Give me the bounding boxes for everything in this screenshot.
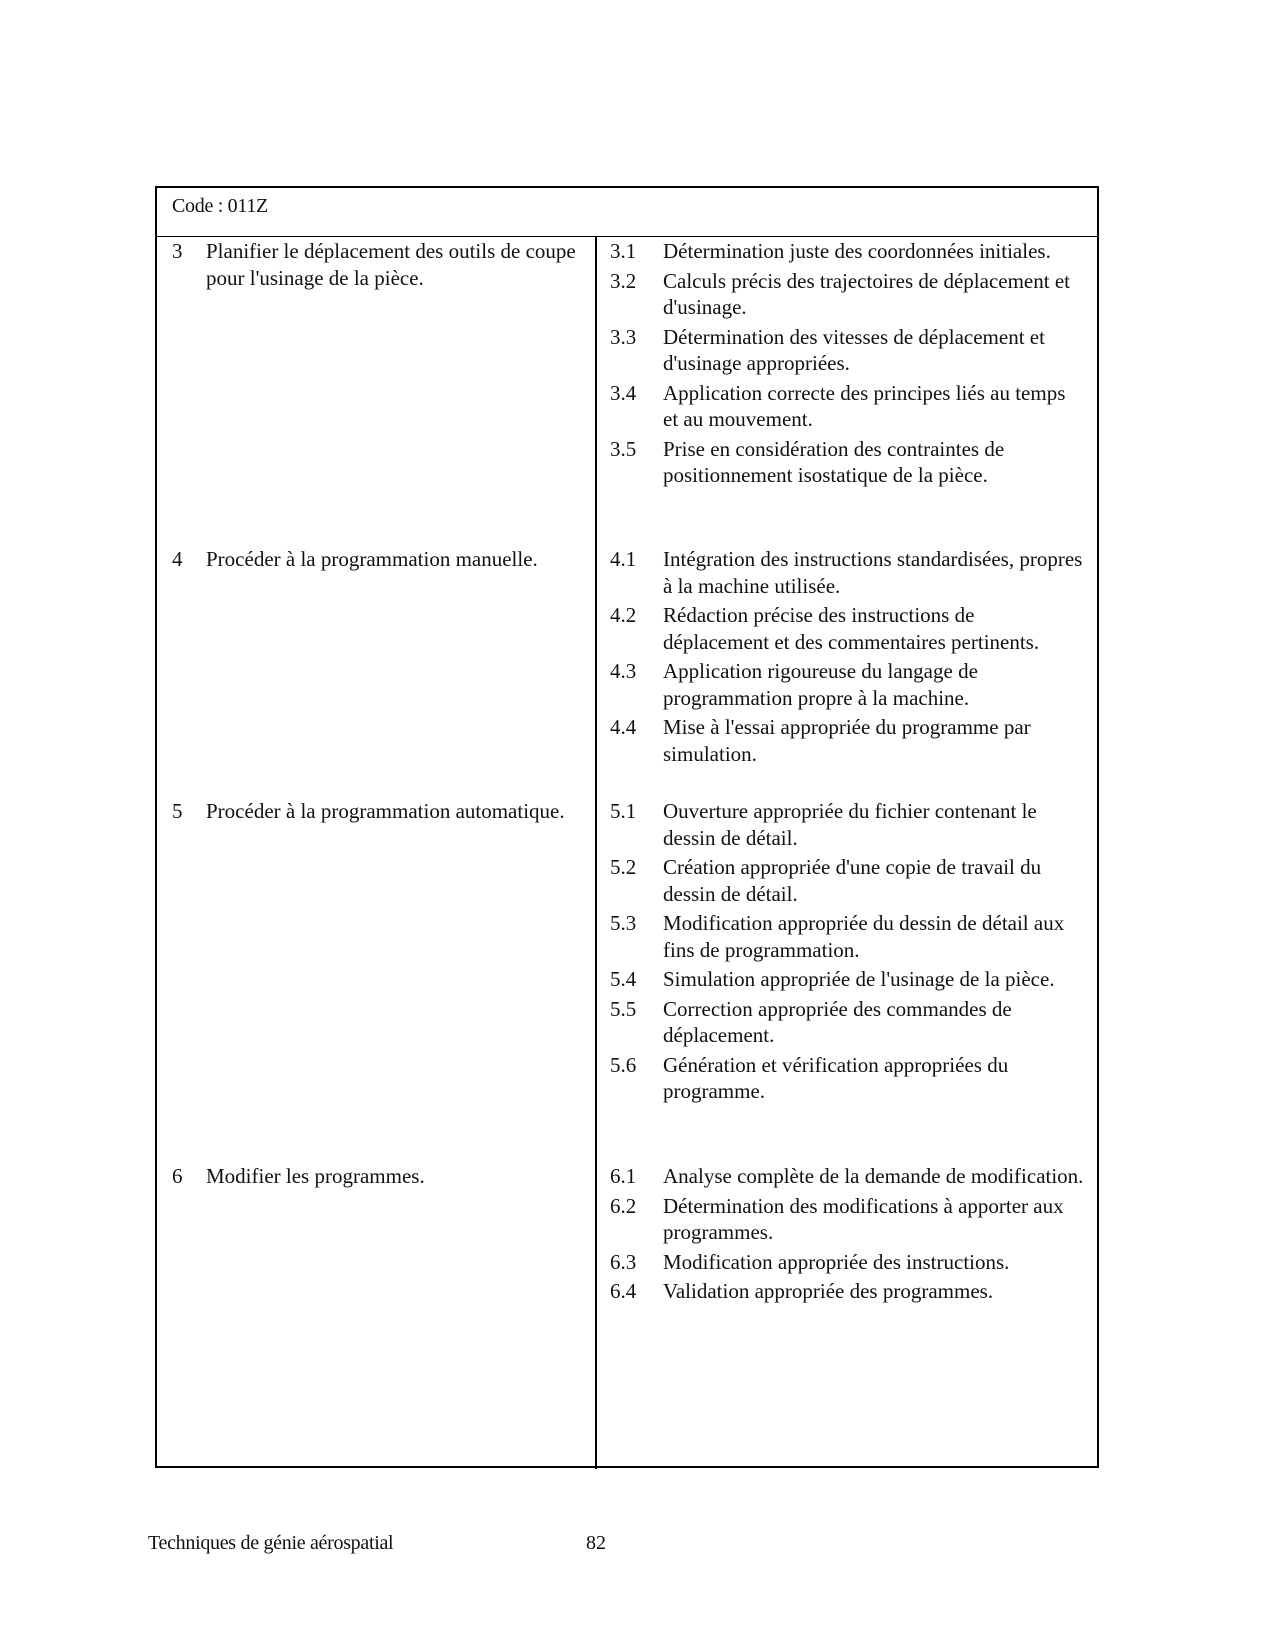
criterion-item [610,238,1085,265]
criterion-item [610,1193,1085,1246]
element-number: 3 [172,239,183,263]
criterion-number: 5.6 [610,1052,637,1077]
criterion-number: 5.1 [610,799,637,823]
criterion-item [610,910,1085,963]
criterion-text: Création appropriée d'une copie de travail du dessin de détail. [663,855,1042,906]
column-divider [595,237,597,1469]
criterion-text: Analyse complète de la demande de modification. [663,1164,1084,1188]
criterion-item [610,854,1085,907]
element-text: Procéder à la programmation manuelle. [206,547,538,571]
criterion-number: 6.3 [610,1249,637,1274]
table-header-row [157,188,1097,237]
criterion-item [610,798,1085,851]
criterion-text: Modification appropriée des instructions. [663,1249,1010,1274]
criterion-text: Correction appropriée des commandes de déplacement. [663,996,1012,1047]
criterion-number: 4.4 [610,715,637,739]
criterion-number: 3.5 [610,436,637,461]
criterion-text: Simulation appropriée de l'usinage de la pièce. [663,967,1055,991]
criterion-item [610,966,1085,993]
criterion-number: 4.1 [610,547,637,571]
criterion-item [610,1163,1085,1190]
element-number: 5 [172,799,183,823]
page-number: 82 [586,1532,606,1554]
criterion-number: 3.3 [610,324,637,349]
criterion-text: Application correcte des principes liés au temps et au mouvement. [663,380,1066,431]
criterion-text: Calculs précis des trajectoires de déplacement et d'usinage. [663,268,1070,319]
criterion-number: 4.2 [610,603,637,627]
criterion-item [610,436,1085,489]
criterion-number: 5.4 [610,967,637,991]
element-text: Planifier le déplacement des outils de coupe pour l'usinage de la pièce. [206,239,576,290]
criterion-item [610,268,1085,321]
criteria-cell [610,798,1085,1108]
element-number: 4 [172,547,183,571]
criterion-text: Ouverture appropriée du fichier contenant le dessin de détail. [663,799,1037,850]
criterion-item [610,380,1085,433]
criterion-number: 3.1 [610,239,637,263]
criterion-text: Rédaction précise des instructions de déplacement et des commentaires pertinents. [663,603,1040,654]
criteria-cell [610,1163,1085,1308]
criterion-number: 3.4 [610,380,637,405]
footer-title: Techniques de génie aérospatial [148,1532,394,1554]
criteria-cell [610,238,1085,492]
criterion-item [610,1278,1085,1305]
criterion-text: Détermination des modifications à apporter aux programmes. [663,1193,1064,1244]
competency-table [155,186,1099,1468]
criterion-number: 6.4 [610,1279,637,1303]
criterion-item [610,996,1085,1049]
code-label: Code : 011Z [172,195,268,217]
criterion-text: Prise en considération des contraintes de positionnement isostatique de la pièce. [663,436,1005,487]
criterion-number: 5.5 [610,996,637,1021]
criterion-text: Génération et vérification appropriées du programme. [663,1052,1009,1103]
criterion-item [610,602,1085,655]
criterion-text: Détermination juste des coordonnées initiales. [663,239,1051,263]
criterion-item [610,658,1085,711]
criterion-text: Application rigoureuse du langage de programmation propre à la machine. [663,659,978,710]
criterion-number: 5.3 [610,911,637,935]
element-number: 6 [172,1164,183,1188]
criterion-number: 5.2 [610,855,637,879]
criterion-number: 4.3 [610,659,637,683]
criteria-cell [610,546,1085,770]
criterion-number: 6.2 [610,1193,637,1218]
criterion-item [610,1249,1085,1276]
criterion-text: Mise à l'essai appropriée du programme par simulation. [663,715,1031,766]
element-text: Procéder à la programmation automatique. [206,799,565,823]
criterion-number: 6.1 [610,1164,637,1188]
criterion-item [610,324,1085,377]
criterion-text: Détermination des vitesses de déplacement et d'usinage appropriées. [663,324,1045,375]
criterion-item [610,714,1085,767]
criterion-text: Validation appropriée des programmes. [663,1279,994,1303]
criterion-item [610,1052,1085,1105]
criterion-text: Modification appropriée du dessin de détail aux fins de programmation. [663,911,1065,962]
element-text: Modifier les programmes. [206,1164,425,1188]
criterion-item [610,546,1085,599]
criterion-text: Intégration des instructions standardisées, propres à la machine utilisée. [663,547,1083,598]
criterion-number: 3.2 [610,268,637,293]
